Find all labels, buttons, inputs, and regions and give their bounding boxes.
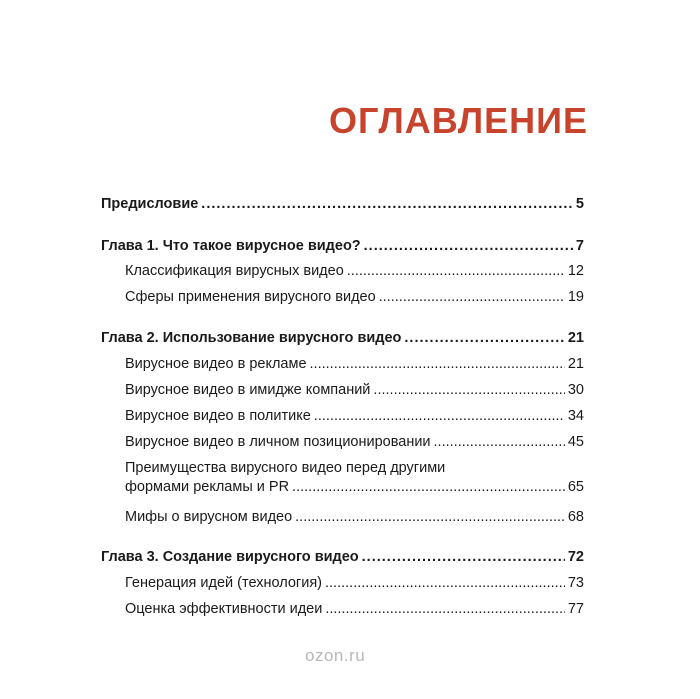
toc-page-number: 5 xyxy=(575,196,584,212)
dot-leader xyxy=(362,548,565,566)
watermark-logo: ozon.ru xyxy=(305,646,366,665)
toc-entry-preface[interactable] xyxy=(101,195,584,213)
toc-entry-label: Глава 3. Создание вирусного видео xyxy=(101,549,359,565)
toc-entry-chapter-2[interactable] xyxy=(101,329,584,347)
toc-page-number: 7 xyxy=(575,238,584,254)
toc-entry-label: Вирусное видео в рекламе xyxy=(125,356,307,372)
toc-page-number: 77 xyxy=(567,601,584,617)
toc-page-number: 21 xyxy=(567,330,584,346)
toc-entry-ch1-section-2[interactable] xyxy=(101,288,584,306)
dot-leader xyxy=(292,478,565,497)
toc-entry-label: Предисловие xyxy=(101,196,199,212)
dot-leader xyxy=(314,407,565,425)
dot-leader xyxy=(364,237,573,255)
dot-leader xyxy=(373,381,564,399)
toc-page-number: 73 xyxy=(567,575,584,591)
dot-leader xyxy=(347,262,565,280)
toc-page-number: 12 xyxy=(567,263,584,279)
toc-entry-label-line-1: Преимущества вирусного видео перед другими xyxy=(125,460,446,476)
toc-entry-label: Глава 1. Что такое вирусное видео? xyxy=(101,238,361,254)
dot-leader xyxy=(310,355,565,373)
toc-page-number: 19 xyxy=(567,289,584,305)
toc-entry-chapter-3[interactable] xyxy=(101,548,584,566)
dot-leader xyxy=(404,329,564,347)
dot-leader xyxy=(325,600,565,618)
toc-entry-label: Оценка эффективности идеи xyxy=(125,601,323,617)
toc-entry-ch3-section-1[interactable] xyxy=(101,574,584,592)
toc-entry-label: Вирусное видео в имидже компаний xyxy=(125,382,371,398)
toc-entry-ch3-section-2[interactable] xyxy=(101,600,584,618)
toc-page-number: 21 xyxy=(567,356,584,372)
toc-entry-label: Классификация вирусных видео xyxy=(125,263,344,279)
toc-entry-ch2-section-1[interactable] xyxy=(101,355,584,373)
toc-page-number: 68 xyxy=(567,509,584,525)
toc-entry-ch2-section-2[interactable] xyxy=(101,381,584,399)
toc-page-number: 45 xyxy=(567,434,584,450)
toc-entry-label: Глава 2. Использование вирусного видео xyxy=(101,330,402,346)
toc-entry-label: Вирусное видео в личном позиционировании xyxy=(125,434,431,450)
toc-entry-label: Сферы применения вирусного видео xyxy=(125,289,376,305)
toc-entry-chapter-1[interactable] xyxy=(101,237,584,255)
dot-leader xyxy=(295,508,565,526)
dot-leader xyxy=(434,433,565,451)
toc-entry-ch2-section-3[interactable] xyxy=(101,407,584,425)
toc-entry-label: Генерация идей (технология) xyxy=(125,575,322,591)
page-title: ОГЛАВЛЕНИЕ xyxy=(328,100,588,141)
toc-entry-ch2-section-5[interactable] xyxy=(101,459,584,497)
dot-leader xyxy=(325,574,565,592)
toc-entry-label-line-2: формами рекламы и PR xyxy=(125,479,290,495)
toc-page-number: 34 xyxy=(567,408,584,424)
toc-page-number: 30 xyxy=(567,382,584,398)
toc-entry-label: Вирусное видео в политике xyxy=(125,408,311,424)
toc-entry-ch2-section-4[interactable] xyxy=(101,433,584,451)
toc-entry-ch1-section-1[interactable] xyxy=(101,262,584,280)
toc-entry-label: Мифы о вирусном видео xyxy=(125,509,293,525)
toc-page-number: 65 xyxy=(567,479,584,495)
dot-leader xyxy=(201,195,573,213)
toc-entry-ch2-section-6[interactable] xyxy=(101,508,584,526)
toc-page-number: 72 xyxy=(567,549,584,565)
dot-leader xyxy=(379,288,565,306)
